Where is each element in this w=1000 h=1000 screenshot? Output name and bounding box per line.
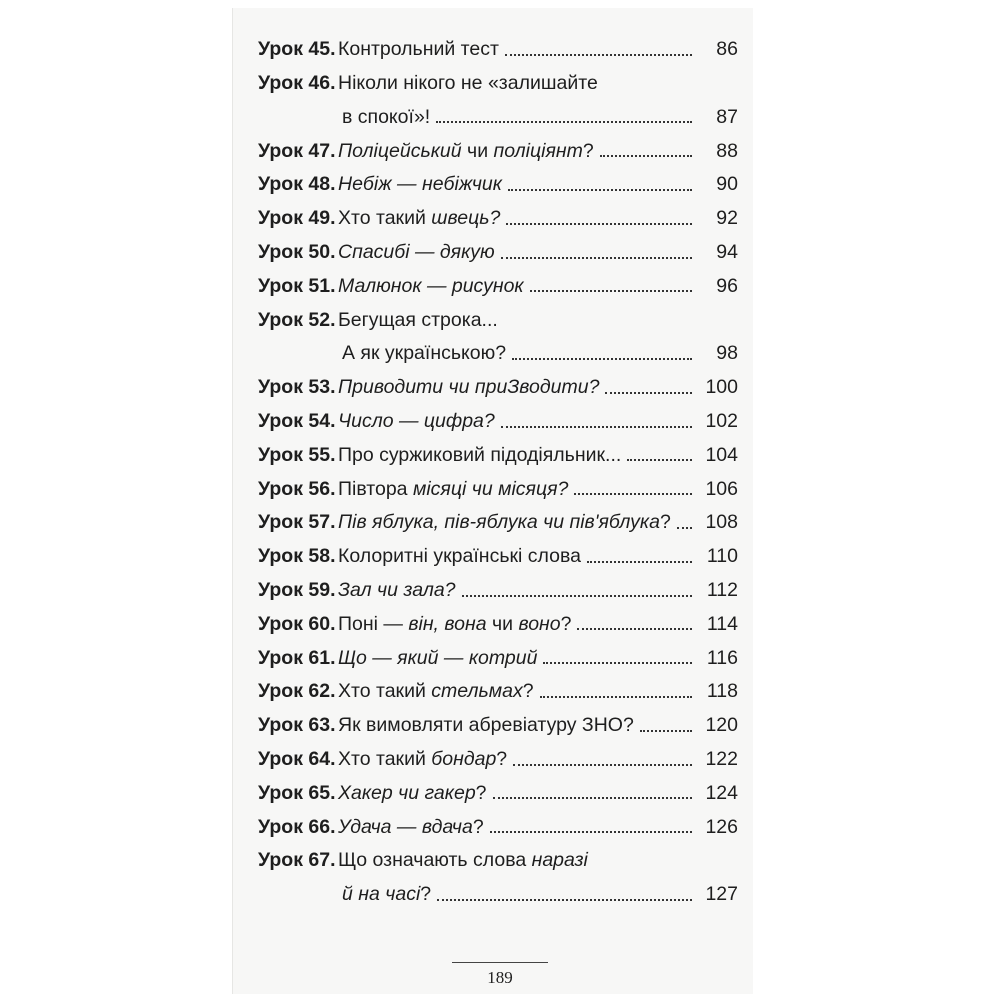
dot-leader — [513, 763, 692, 766]
lesson-title — [338, 646, 538, 669]
toc-entry — [258, 537, 738, 571]
lesson-number: Урок 50. — [258, 241, 336, 264]
toc-line — [258, 267, 738, 301]
title-segment: Як вимовляти абревіатуру ЗНО? — [338, 714, 634, 737]
lesson-number: Урок 66. — [258, 815, 336, 838]
toc-entry — [258, 807, 738, 841]
lesson-title — [338, 547, 581, 567]
toc-line-continued — [258, 875, 738, 909]
toc-line — [258, 199, 738, 233]
dot-leader — [506, 222, 692, 225]
dot-leader — [574, 492, 692, 495]
lesson-title — [338, 682, 534, 702]
title-segment: ? — [522, 680, 534, 703]
toc-entry — [258, 165, 738, 199]
toc-line — [258, 30, 738, 64]
lesson-number: Урок 61. — [258, 646, 336, 669]
toc-page-number: 94 — [716, 241, 738, 264]
toc-page-number: 90 — [716, 173, 738, 196]
dot-leader — [587, 560, 692, 563]
toc-line — [258, 841, 738, 875]
title-segment: Поні — — [338, 612, 409, 635]
toc-page-number: 100 — [705, 376, 738, 399]
title-segment: А як українською? — [342, 342, 507, 365]
toc-page-number: 110 — [706, 545, 738, 568]
lesson-title — [338, 378, 599, 398]
title-segment: Число — цифра? — [338, 410, 495, 433]
toc-line — [258, 605, 738, 639]
toc-page-number: 108 — [705, 511, 738, 534]
lesson-number: Урок 47. — [258, 139, 336, 162]
toc-page-number: 88 — [716, 139, 738, 162]
title-segment: чи — [486, 612, 519, 635]
toc-page-number: 116 — [706, 646, 738, 669]
toc-page-number: 96 — [716, 274, 738, 297]
title-segment: ? — [560, 612, 572, 635]
toc-entry — [258, 199, 738, 233]
title-segment: Хто такий — [338, 680, 432, 703]
title-segment: поліціянт — [493, 139, 583, 162]
lesson-number: Урок 53. — [258, 376, 336, 399]
toc-line — [258, 165, 738, 199]
toc-entry — [258, 638, 738, 672]
toc-entry — [258, 774, 738, 808]
toc-page-number: 127 — [705, 883, 738, 906]
lesson-title — [338, 274, 524, 297]
title-segment: воно — [518, 612, 561, 635]
lesson-number: Урок 45. — [258, 38, 336, 61]
title-segment: Зал чи зала? — [338, 579, 456, 602]
lesson-number: Урок 56. — [258, 477, 336, 500]
lesson-title — [338, 139, 594, 162]
toc-line — [258, 233, 738, 267]
dot-leader — [577, 627, 692, 630]
toc-entry — [258, 131, 738, 165]
toc-page-number: 98 — [716, 342, 738, 365]
title-segment: він, вона — [408, 612, 487, 635]
title-segment: Бегущая строка... — [338, 308, 498, 331]
toc-page-number: 104 — [705, 443, 738, 466]
lesson-title — [338, 412, 495, 432]
lesson-title-continued — [342, 344, 506, 364]
lesson-number: Урок 55. — [258, 443, 336, 466]
title-segment: Про суржиковий підодіяльник... — [338, 443, 622, 466]
toc-entry — [258, 64, 738, 132]
lesson-title — [338, 40, 499, 60]
toc-line — [258, 64, 738, 98]
dot-leader — [540, 695, 692, 698]
lesson-number: Урок 57. — [258, 511, 336, 534]
lesson-title — [338, 175, 502, 195]
dot-leader — [493, 796, 692, 799]
toc-entry — [258, 300, 738, 368]
lesson-number: Урок 59. — [258, 579, 336, 602]
title-segment: Хакер чи гакер — [338, 781, 476, 804]
lesson-title-continued — [342, 105, 431, 128]
toc-page-number: 87 — [716, 105, 738, 128]
lesson-title-continued — [342, 885, 431, 905]
lesson-title — [338, 74, 598, 94]
lesson-title — [338, 612, 572, 635]
toc-page-number: 102 — [705, 410, 738, 433]
title-segment: ? — [582, 139, 594, 162]
toc-page-number: 124 — [705, 781, 738, 804]
title-segment: стельмах — [431, 680, 523, 703]
toc-entry — [258, 605, 738, 639]
toc-page-number: 122 — [705, 748, 738, 771]
lesson-title — [338, 308, 498, 331]
dot-leader — [640, 729, 692, 732]
toc-line — [258, 672, 738, 706]
toc-line — [258, 368, 738, 402]
toc-page-number: 126 — [705, 815, 738, 838]
lesson-number: Урок 65. — [258, 781, 336, 804]
toc-entry — [258, 841, 738, 909]
toc-line — [258, 774, 738, 808]
dot-leader — [530, 289, 692, 292]
toc-entry — [258, 402, 738, 436]
title-segment: чи — [461, 139, 494, 162]
toc-page-number: 86 — [716, 38, 738, 61]
footer-rule — [452, 962, 548, 963]
dot-leader — [605, 391, 692, 394]
toc-line — [258, 436, 738, 470]
dot-leader — [508, 188, 692, 191]
lesson-title — [338, 851, 588, 871]
toc-entry — [258, 436, 738, 470]
lesson-number: Урок 62. — [258, 680, 336, 703]
page-number: 189 — [487, 968, 513, 987]
dot-leader — [501, 256, 692, 259]
dot-leader — [436, 120, 692, 123]
title-segment: Колоритні українські слова — [338, 545, 581, 568]
title-segment: ? — [475, 781, 487, 804]
title-segment: Удача — вдача — [338, 815, 473, 838]
lesson-number: Урок 48. — [258, 173, 336, 196]
dot-leader — [437, 898, 692, 901]
toc-line — [258, 131, 738, 165]
lesson-title — [338, 815, 484, 838]
lesson-number: Урок 49. — [258, 207, 336, 230]
toc-entry — [258, 267, 738, 301]
title-segment: Приводити чи приЗводити? — [338, 376, 600, 399]
toc-line — [258, 537, 738, 571]
title-segment: Поліцейський — [338, 139, 462, 162]
toc-line-continued — [258, 334, 738, 368]
toc-page-number: 112 — [706, 579, 738, 602]
toc-line — [258, 469, 738, 503]
toc-line — [258, 740, 738, 774]
lesson-number: Урок 52. — [258, 308, 336, 331]
table-of-contents — [258, 30, 738, 909]
lesson-number: Урок 64. — [258, 748, 336, 771]
dot-leader — [501, 425, 692, 428]
toc-line-continued — [258, 98, 738, 132]
toc-line — [258, 706, 738, 740]
toc-page-number: 106 — [705, 477, 738, 500]
lesson-number: Урок 58. — [258, 545, 336, 568]
title-segment: Малюнок — рисунок — [338, 274, 524, 297]
lesson-number: Урок 60. — [258, 612, 336, 635]
toc-entry — [258, 233, 738, 267]
title-segment: й на часі — [342, 883, 421, 906]
lesson-title — [338, 243, 495, 263]
toc-entry — [258, 571, 738, 605]
title-segment: Ніколи нікого не «залишайте — [338, 72, 598, 95]
toc-line — [258, 638, 738, 672]
lesson-title — [338, 477, 569, 500]
dot-leader — [490, 830, 692, 833]
title-segment: Пів яблука, пів-яблука чи пів'яблука — [338, 511, 660, 534]
title-segment: Спасибі — дякую — [338, 241, 495, 264]
toc-line — [258, 300, 738, 334]
title-segment: Півтора — [338, 477, 413, 500]
title-segment: в спокої»! — [342, 105, 431, 128]
title-segment: ? — [420, 883, 432, 906]
lesson-title — [338, 513, 671, 533]
lesson-number: Урок 46. — [258, 72, 336, 95]
toc-entry — [258, 706, 738, 740]
lesson-number: Урок 51. — [258, 274, 336, 297]
dot-leader — [512, 357, 692, 360]
lesson-title — [338, 750, 507, 770]
toc-line — [258, 807, 738, 841]
toc-entry — [258, 503, 738, 537]
title-segment: місяці чи місяця? — [412, 477, 569, 500]
toc-entry — [258, 672, 738, 706]
lesson-number: Урок 63. — [258, 714, 336, 737]
toc-entry — [258, 368, 738, 402]
dot-leader — [627, 458, 692, 461]
lesson-title — [338, 581, 456, 601]
lesson-title — [338, 716, 634, 736]
toc-entry — [258, 30, 738, 64]
title-segment: бондар — [431, 748, 497, 771]
toc-entry — [258, 740, 738, 774]
lesson-title — [338, 209, 500, 229]
dot-leader — [677, 526, 692, 529]
toc-line — [258, 571, 738, 605]
toc-line — [258, 402, 738, 436]
dot-leader — [462, 594, 692, 597]
lesson-title — [338, 781, 487, 804]
toc-line — [258, 503, 738, 537]
toc-page-number: 114 — [706, 612, 738, 635]
title-segment: ? — [496, 748, 508, 771]
title-segment: Небіж — небіжчик — [338, 173, 502, 196]
dot-leader — [543, 661, 692, 664]
title-segment: ? — [659, 511, 671, 534]
toc-page-number: 92 — [716, 207, 738, 230]
toc-page-number: 118 — [706, 680, 738, 703]
dot-leader — [505, 53, 692, 56]
lesson-number: Урок 67. — [258, 849, 336, 872]
lesson-title — [338, 443, 622, 466]
toc-page-number: 120 — [705, 714, 738, 737]
title-segment: Хто такий — [338, 748, 432, 771]
toc-entry — [258, 469, 738, 503]
dot-leader — [600, 154, 692, 157]
title-segment: швець? — [431, 207, 501, 230]
lesson-number: Урок 54. — [258, 410, 336, 433]
title-segment: Що — який — котрий — [338, 646, 538, 669]
title-segment: Що означають слова — [338, 849, 532, 872]
title-segment: наразі — [531, 849, 588, 872]
title-segment: Хто такий — [338, 207, 432, 230]
title-segment: ? — [472, 815, 484, 838]
title-segment: Контрольний тест — [338, 38, 499, 61]
